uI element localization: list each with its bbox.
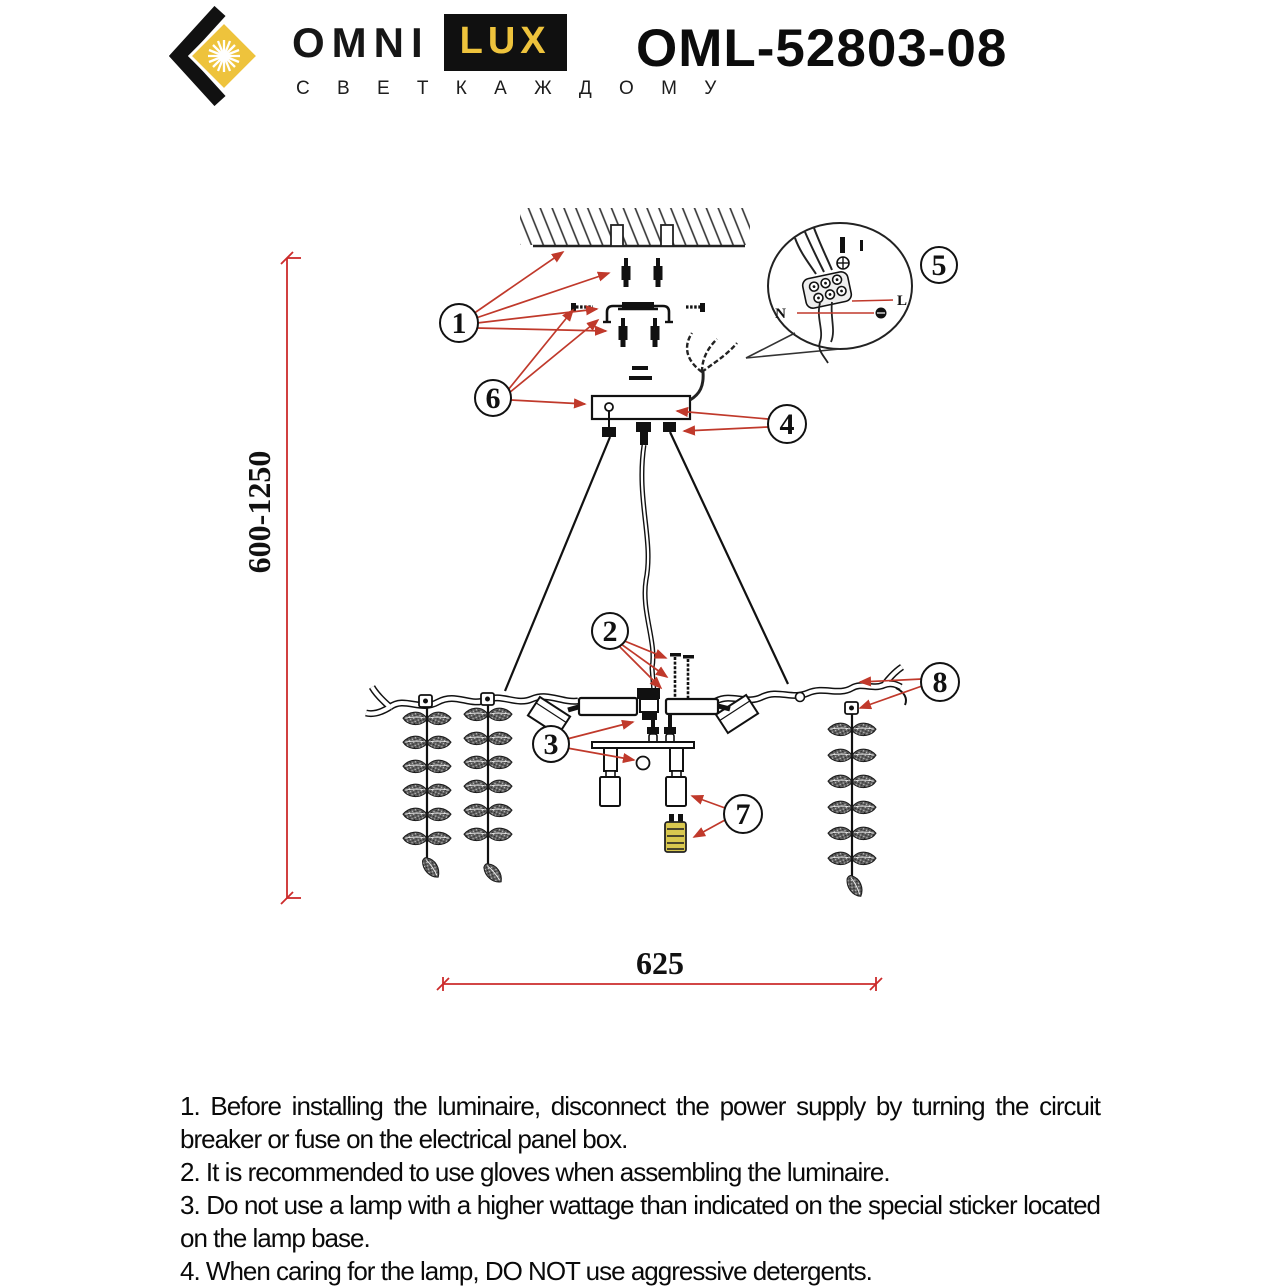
power-wires [687,333,737,400]
svg-text:5: 5 [931,249,947,282]
instruction-item-4: 4. When caring for the lamp, DO NOT use aggressive detergents. [180,1256,872,1286]
cable-gripper-left [602,427,616,437]
line-leader-line [852,300,893,301]
decor-ball [637,757,650,770]
callout-4 [768,405,806,443]
wiring-detail-circle [746,223,912,363]
wall-anchor [622,258,631,287]
neutral-label: N [775,306,786,322]
instruction-item-3: 3. Do not use a lamp with a higher wattage than indicated on the special sticker located on the lamp base. [180,1190,1100,1253]
width-dimension [437,945,882,991]
ceiling-hatch [520,208,750,246]
wire-gripper-center [636,422,651,432]
bracket-bolt [619,318,628,347]
cable-gripper-right [663,422,676,432]
lamp-socket-left [600,777,620,806]
callout-2 [592,613,628,649]
body-tube-left [579,698,637,715]
ceiling-canopy [592,396,690,419]
svg-text:1: 1 [451,307,467,340]
callout-3 [533,726,569,762]
svg-text:2: 2 [602,615,618,648]
leaf-garland-left-2 [463,693,512,886]
instructions-block [180,1090,1100,1288]
branch-loop [796,693,805,702]
height-dimension-label: 600-1250 [241,450,277,574]
bracket-bolt [651,318,660,347]
leaf-garland-right [827,702,876,897]
body-tube-right [666,699,718,714]
svg-text:7: 7 [735,798,751,831]
model-number: OML-52803-08 [636,19,1008,78]
set-screw [632,366,648,370]
ceiling-slot [661,225,673,246]
mounting-bracket [603,302,673,322]
svg-text:4: 4 [779,408,795,441]
leaf-garland-left-1 [402,695,451,880]
hub-bolts [647,714,676,743]
callout-5 [921,247,957,283]
wall-anchor [654,258,663,287]
bracket-screw-right [686,303,705,312]
g9-bulb [665,814,686,852]
hub-screws [670,653,694,700]
instruction-item-2: 2. It is recommended to use gloves when assembling the luminaire. [180,1157,890,1187]
branch-end-hook [896,688,906,705]
callout-6 [475,380,511,416]
brand-omni-text: OMNI [292,18,430,66]
line-label: L [897,293,908,309]
lamp-socket-right [666,777,686,806]
suspension-cables [505,432,788,692]
svg-text:8: 8 [932,666,948,699]
callout-7 [724,795,762,833]
brand-tagline: С В Е Т К А Ж Д О М У [296,78,728,99]
height-dimension [241,252,301,904]
callout-8 [921,663,959,701]
svg-text:3: 3 [543,728,559,761]
terminal-screw [840,237,845,253]
brand-lux-badge: LUX [444,14,567,71]
svg-text:6: 6 [485,382,501,415]
ceiling-slot [611,225,623,246]
lampholder-bar [592,742,694,806]
set-screw [629,376,652,380]
instruction-item-1: 1. Before installing the luminaire, disconnect the power supply by turning the circuit breaker or fuse on the electrical panel box. [180,1091,1100,1154]
width-dimension-label: 625 [636,945,684,981]
callout-1 [440,304,478,342]
canopy-assembly [592,396,690,445]
mounting-hardware [571,258,705,380]
